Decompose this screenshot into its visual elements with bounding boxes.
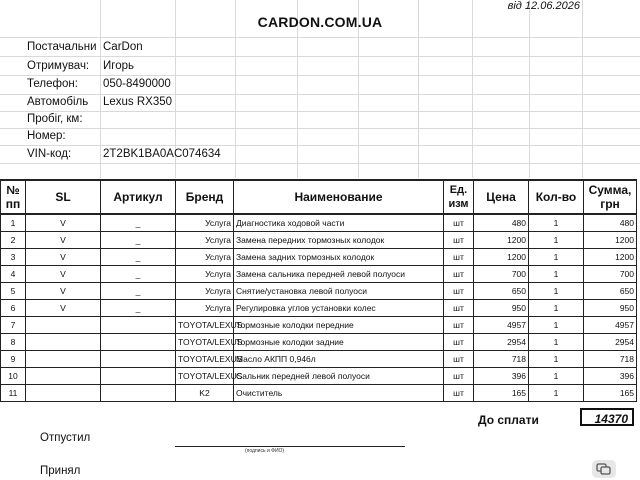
cell-num: 2 <box>1 232 26 249</box>
cell-num: 3 <box>1 249 26 266</box>
invoice-date: від 12.06.2026 <box>507 0 580 12</box>
cell-num: 6 <box>1 300 26 317</box>
cell-price: 2954 <box>474 334 529 351</box>
cell-num: 8 <box>1 334 26 351</box>
cell-sum: 396 <box>584 368 637 385</box>
table-row <box>1 317 637 334</box>
cell-brand: TOYOTA/LEXUS <box>176 317 234 334</box>
cell-unit: шт <box>444 266 474 283</box>
cell-article <box>101 334 176 351</box>
cell-sum: 1200 <box>584 249 637 266</box>
table-row <box>1 214 637 232</box>
col-header-unit: Ед. изм <box>444 180 474 214</box>
cell-sl <box>26 385 101 402</box>
grid-line <box>0 56 640 57</box>
cell-article <box>101 368 176 385</box>
cell-qty: 1 <box>529 334 584 351</box>
cell-name: Масло АКПП 0,946л <box>234 351 444 368</box>
cell-sum: 700 <box>584 266 637 283</box>
cell-name: Очиститель <box>234 385 444 402</box>
col-header-sum: Сумма, грн <box>584 180 637 214</box>
cell-article <box>101 317 176 334</box>
cell-unit: шт <box>444 249 474 266</box>
cell-qty: 1 <box>529 283 584 300</box>
cell-article: _ <box>101 300 176 317</box>
cell-price: 650 <box>474 283 529 300</box>
cell-brand: TOYOTA/LEXUS <box>176 334 234 351</box>
cell-sl: V <box>26 283 101 300</box>
copy-icon-glyph <box>596 463 612 475</box>
cell-sum: 165 <box>584 385 637 402</box>
total-label: До сплати <box>478 413 539 427</box>
cell-brand: Услуга <box>176 232 234 249</box>
vin-label: VIN-код: <box>27 148 72 160</box>
table-row <box>1 266 637 283</box>
cell-sl <box>26 334 101 351</box>
cell-price: 1200 <box>474 249 529 266</box>
recipient-value: Игорь <box>103 60 134 72</box>
cell-name: Замена передних тормозных колодок <box>234 232 444 249</box>
mileage-label: Пробіг, км: <box>27 113 83 125</box>
table-header-row <box>1 180 637 214</box>
cell-sl: V <box>26 249 101 266</box>
cell-sum: 718 <box>584 351 637 368</box>
table-row <box>1 385 637 402</box>
cell-unit: шт <box>444 317 474 334</box>
cell-qty: 1 <box>529 368 584 385</box>
cell-name: Тормозные колодки задние <box>234 334 444 351</box>
site-title: CARDON.COM.UA <box>257 14 383 30</box>
cell-sl <box>26 368 101 385</box>
cell-qty: 1 <box>529 300 584 317</box>
cell-article: _ <box>101 214 176 232</box>
cell-unit: шт <box>444 334 474 351</box>
cell-brand: Услуга <box>176 283 234 300</box>
total-value: 14370 <box>580 408 634 426</box>
cell-price: 950 <box>474 300 529 317</box>
released-signature-line <box>175 446 405 447</box>
cell-name: Регулировка углов установки колес <box>234 300 444 317</box>
vin-value: 2T2BK1BA0AC074634 <box>103 148 221 160</box>
cell-price: 1200 <box>474 232 529 249</box>
cell-article: _ <box>101 266 176 283</box>
supplier-label: Постачальни <box>27 41 97 53</box>
cell-qty: 1 <box>529 249 584 266</box>
cell-price: 700 <box>474 266 529 283</box>
cell-name: Диагностика ходовой части <box>234 214 444 232</box>
cell-price: 480 <box>474 214 529 232</box>
cell-qty: 1 <box>529 266 584 283</box>
cell-num: 5 <box>1 283 26 300</box>
cell-name: Снятие/установка левой полуоси <box>234 283 444 300</box>
cell-name: Тормозные колодки передние <box>234 317 444 334</box>
cell-article: _ <box>101 232 176 249</box>
cell-article: _ <box>101 249 176 266</box>
copy-icon[interactable] <box>592 460 616 478</box>
cell-sum: 480 <box>584 214 637 232</box>
cell-sum: 1200 <box>584 232 637 249</box>
car-label: Автомобіль <box>27 96 89 108</box>
cell-unit: шт <box>444 214 474 232</box>
cell-price: 165 <box>474 385 529 402</box>
cell-article: _ <box>101 283 176 300</box>
cell-unit: шт <box>444 351 474 368</box>
cell-sum: 4957 <box>584 317 637 334</box>
cell-brand: TOYOTA/LEXUS <box>176 351 234 368</box>
cell-num: 1 <box>1 214 26 232</box>
grid-line <box>0 37 640 38</box>
table-row <box>1 300 637 317</box>
cell-unit: шт <box>444 385 474 402</box>
cell-sl <box>26 317 101 334</box>
grid-line <box>0 163 640 164</box>
cell-qty: 1 <box>529 232 584 249</box>
cell-brand: Услуга <box>176 266 234 283</box>
cell-article <box>101 351 176 368</box>
cell-name: Сальник передней левой полуоси <box>234 368 444 385</box>
cell-name: Замена сальника передней левой полуоси <box>234 266 444 283</box>
col-header-price: Цена <box>474 180 529 214</box>
cell-sum: 650 <box>584 283 637 300</box>
col-header-sl: SL <box>26 180 101 214</box>
recipient-label: Отримувач: <box>27 60 90 72</box>
table-row <box>1 249 637 266</box>
cell-unit: шт <box>444 368 474 385</box>
grid-line <box>0 75 640 76</box>
cell-sl: V <box>26 214 101 232</box>
cell-qty: 1 <box>529 214 584 232</box>
cell-sl: V <box>26 300 101 317</box>
cell-unit: шт <box>444 283 474 300</box>
table-row <box>1 334 637 351</box>
grid-line <box>0 111 640 112</box>
grid-line <box>0 128 640 129</box>
col-header-brand: Бренд <box>176 180 234 214</box>
cell-sum: 2954 <box>584 334 637 351</box>
cell-qty: 1 <box>529 351 584 368</box>
cell-brand: TOYOTA/LEXUS <box>176 368 234 385</box>
col-header-qty: Кол-во <box>529 180 584 214</box>
table-row <box>1 368 637 385</box>
cell-price: 396 <box>474 368 529 385</box>
cell-qty: 1 <box>529 317 584 334</box>
cell-qty: 1 <box>529 385 584 402</box>
cell-unit: шт <box>444 300 474 317</box>
cell-brand: K2 <box>176 385 234 402</box>
grid-line <box>0 145 640 146</box>
table-row <box>1 351 637 368</box>
cell-num: 9 <box>1 351 26 368</box>
cell-num: 4 <box>1 266 26 283</box>
phone-label: Телефон: <box>27 78 78 90</box>
released-by-label: Отпустил <box>40 432 91 444</box>
grid-line <box>0 94 640 95</box>
cell-brand: Услуга <box>176 214 234 232</box>
cell-num: 11 <box>1 385 26 402</box>
plate-label: Номер: <box>27 130 66 142</box>
cell-num: 10 <box>1 368 26 385</box>
cell-name: Замена задних тормозных колодок <box>234 249 444 266</box>
table-row <box>1 232 637 249</box>
phone-value: 050-8490000 <box>103 78 171 90</box>
col-header-name: Наименование <box>234 180 444 214</box>
cell-unit: шт <box>444 232 474 249</box>
cell-sl: V <box>26 232 101 249</box>
supplier-value: CarDon <box>103 41 143 53</box>
cell-sl <box>26 351 101 368</box>
table-row <box>1 283 637 300</box>
cell-sum: 950 <box>584 300 637 317</box>
signature-hint: (подпись и ФИО) <box>245 448 285 454</box>
cell-article <box>101 385 176 402</box>
cell-price: 718 <box>474 351 529 368</box>
items-table <box>0 179 637 402</box>
cell-price: 4957 <box>474 317 529 334</box>
received-by-label: Принял <box>40 465 81 477</box>
col-header-article: Артикул <box>101 180 176 214</box>
cell-brand: Услуга <box>176 300 234 317</box>
cell-num: 7 <box>1 317 26 334</box>
car-value: Lexus RX350 <box>103 96 173 108</box>
cell-sl: V <box>26 266 101 283</box>
cell-brand: Услуга <box>176 249 234 266</box>
col-header-num: № пп <box>1 180 26 214</box>
